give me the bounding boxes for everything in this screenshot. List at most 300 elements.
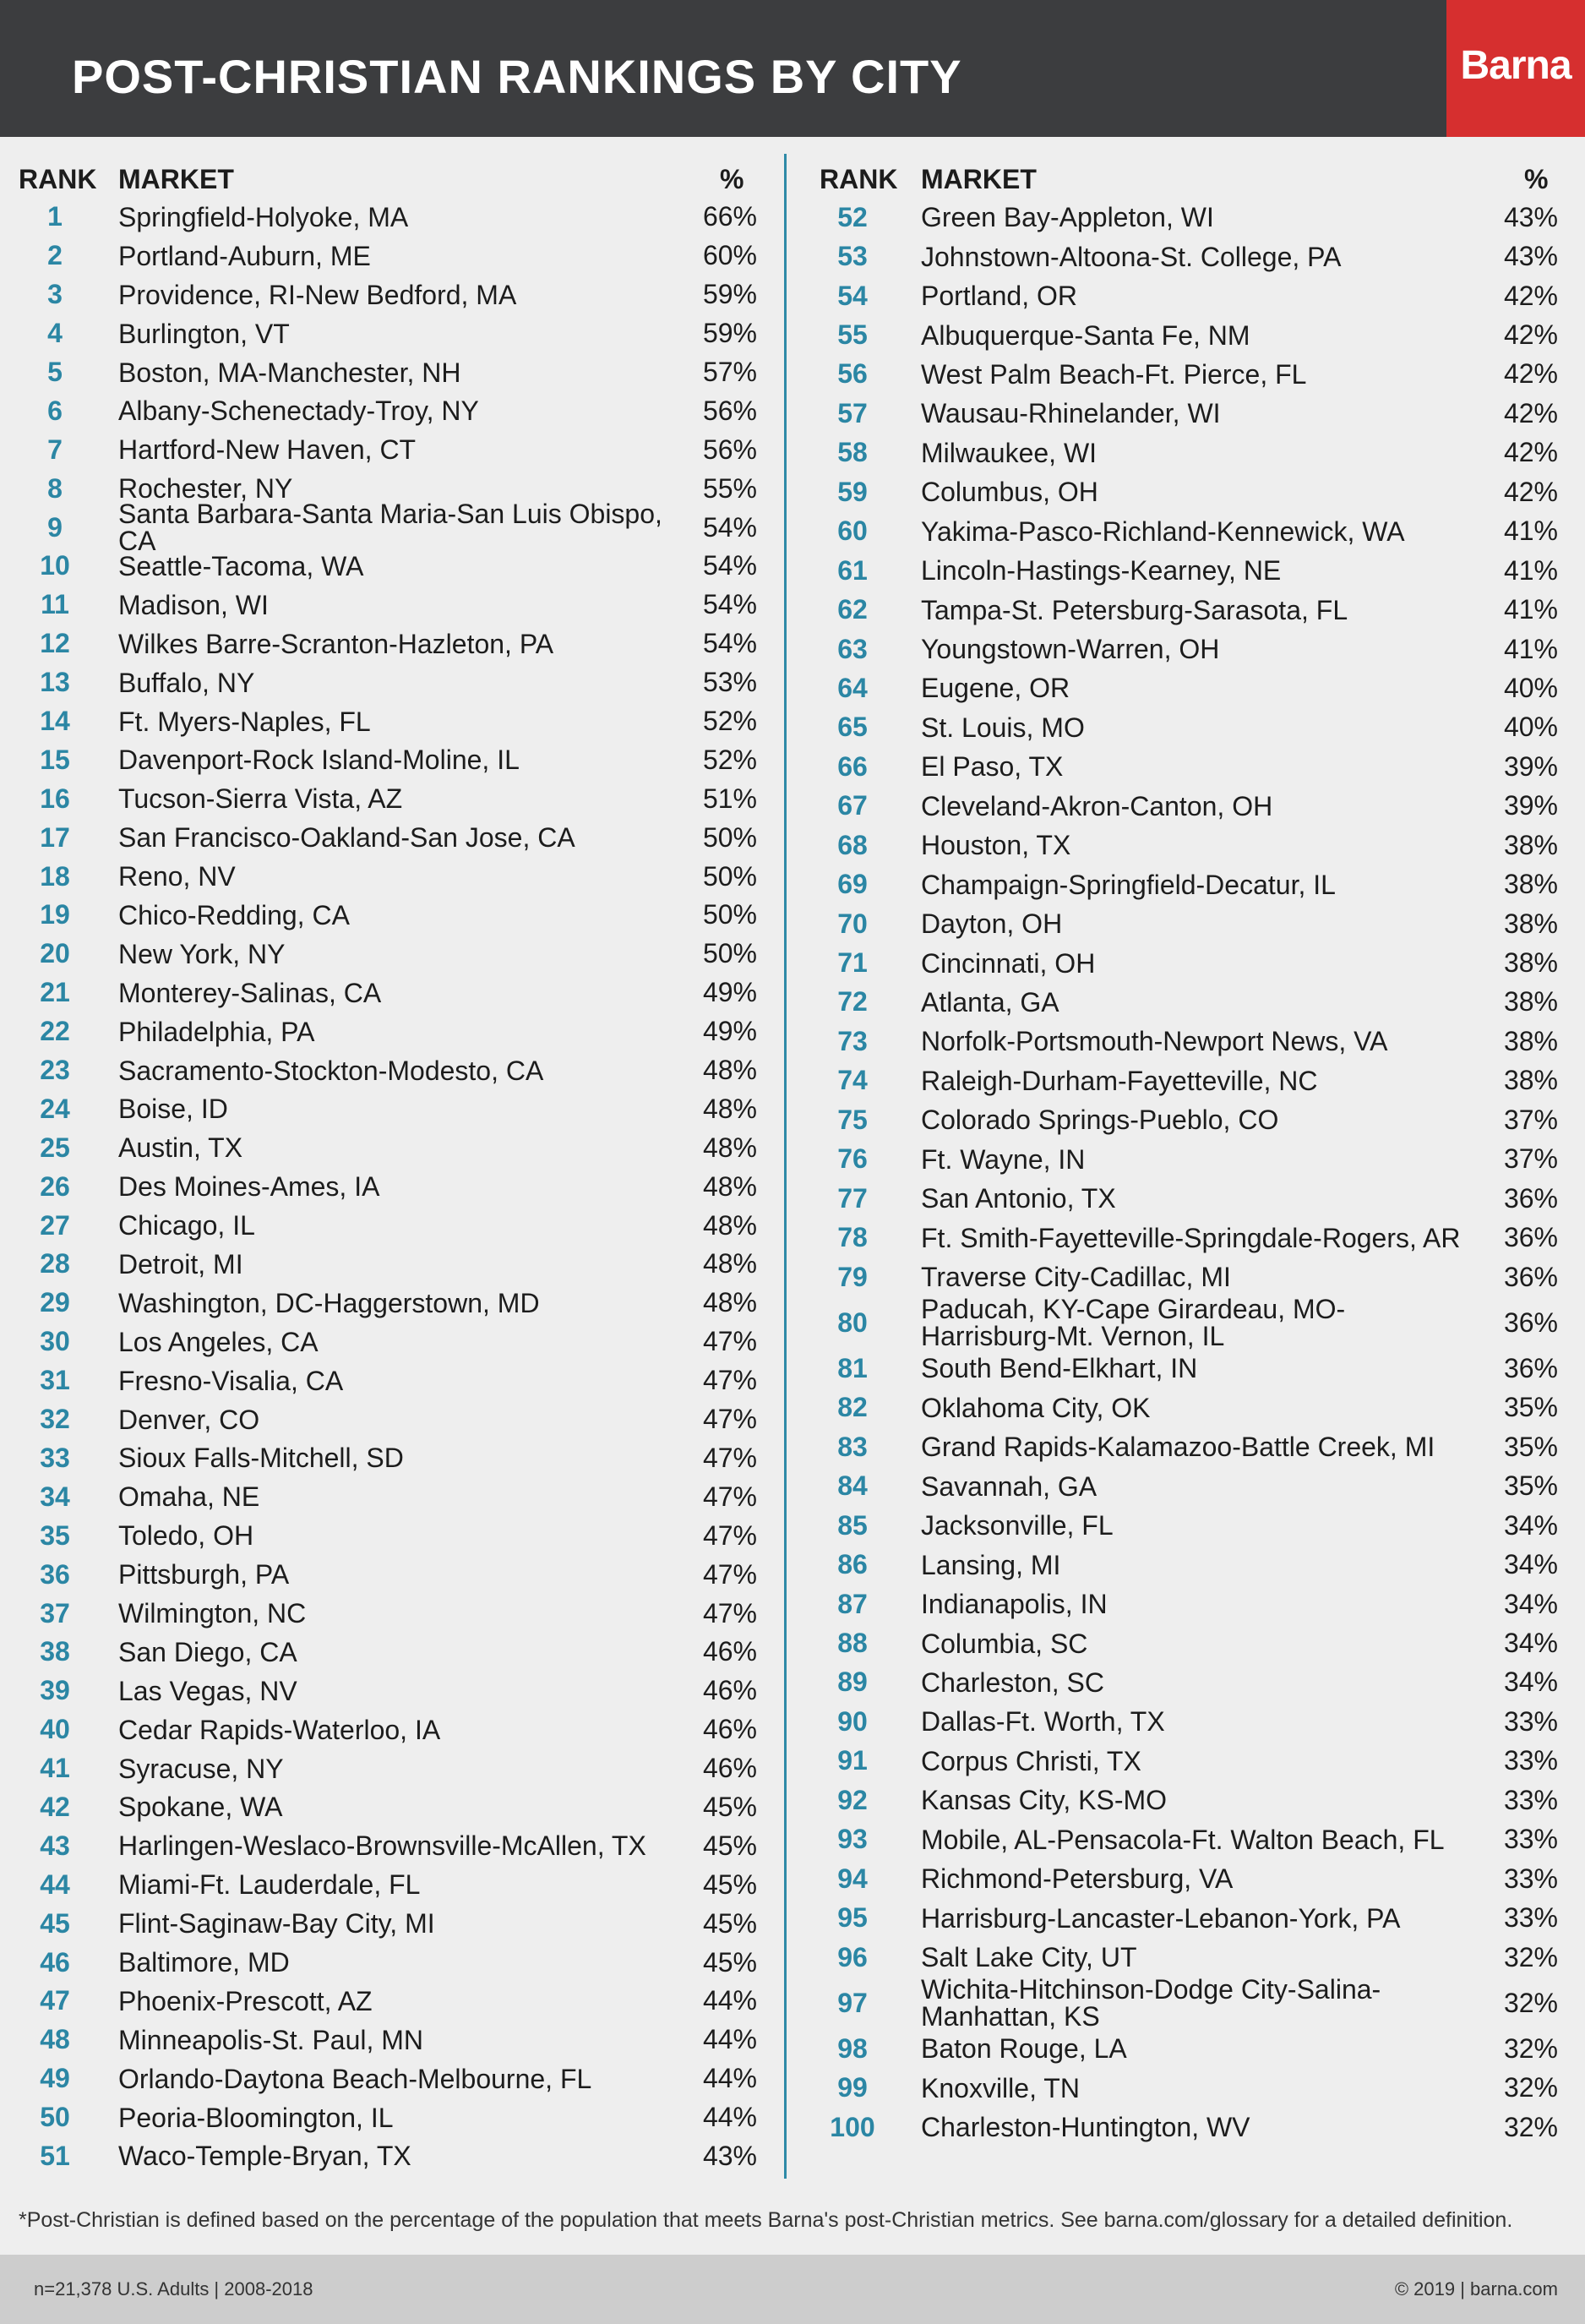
percent-cell: 34% — [1503, 1588, 1558, 1619]
percent-cell: 38% — [1503, 829, 1558, 860]
market-name: Flint-Saginaw-Bay City, MI — [118, 1908, 435, 1939]
market-name: Burlington, VT — [118, 318, 290, 349]
percent-cell: 38% — [1503, 908, 1558, 939]
market-name: Austin, TX — [118, 1132, 243, 1164]
market-cell — [921, 472, 1479, 511]
market-cell — [118, 1323, 701, 1361]
rank-cell: 35 — [40, 1519, 70, 1551]
market-name: Wilkes Barre-Scranton-Hazleton, PA — [118, 628, 554, 659]
market-cell — [118, 1361, 701, 1400]
percent-cell: 60% — [702, 240, 757, 271]
market-name: Wichita-Hitchinson-Dodge City-Salina- — [921, 1974, 1381, 2005]
market-name: Paducah, KY-Cape Girardeau, MO- — [921, 1294, 1346, 1325]
rank-cell: 86 — [837, 1549, 868, 1580]
rank-cell: 10 — [40, 550, 70, 581]
market-cell — [118, 237, 701, 275]
percent-cell: 38% — [1503, 947, 1558, 979]
table-row — [803, 1898, 1585, 1937]
market-cell — [921, 1257, 1479, 1296]
table-row — [0, 1633, 777, 1672]
rank-cell: 13 — [40, 667, 70, 698]
percent-cell: 36% — [1503, 1182, 1558, 1214]
market-cell — [921, 1820, 1479, 1859]
rank-cell: 59 — [837, 476, 868, 507]
market-cell — [921, 512, 1479, 551]
table-row — [803, 1100, 1585, 1139]
market-name: Columbia, SC — [921, 1628, 1088, 1659]
market-cell — [921, 1898, 1479, 1937]
table-row — [803, 1349, 1585, 1388]
rank-cell: 18 — [40, 860, 70, 892]
market-cell — [118, 1245, 701, 1284]
percent-cell: 35% — [1503, 1431, 1558, 1462]
market-name: Savannah, GA — [921, 1470, 1098, 1502]
market-cell — [921, 2108, 1479, 2147]
table-row — [803, 904, 1585, 943]
percent-cell: 33% — [1503, 1784, 1558, 1815]
table-row — [0, 275, 777, 314]
rank-cell: 75 — [837, 1104, 868, 1135]
rank-cell: 61 — [837, 554, 868, 586]
market-cell — [921, 315, 1479, 354]
rank-cell: 47 — [40, 1985, 70, 2016]
market-cell — [118, 935, 701, 974]
rank-cell: 50 — [40, 2102, 70, 2133]
market-name: Salt Lake City, UT — [921, 1942, 1137, 1973]
rank-cell: 54 — [837, 280, 868, 311]
percent-cell: 41% — [1503, 633, 1558, 664]
market-name: Orlando-Daytona Beach-Melbourne, FL — [118, 2063, 592, 2094]
percent-cell: 47% — [702, 1442, 757, 1473]
market-cell — [921, 237, 1479, 275]
percent-cell: 43% — [702, 2140, 757, 2171]
market-header: MARKET — [118, 164, 234, 194]
market-cell — [118, 1672, 701, 1710]
market-cell — [118, 1477, 701, 1516]
table-row — [0, 1826, 777, 1865]
market-name: Lincoln-Hastings-Kearney, NE — [921, 555, 1282, 586]
rank-cell: 52 — [837, 201, 868, 232]
market-name: Waco-Temple-Bryan, TX — [118, 2141, 411, 2172]
market-cell — [921, 1294, 1479, 1352]
table-row — [0, 314, 777, 353]
footnote: *Post-Christian is defined based on the percentage of the population that meets Barna's post-Christian metrics. See barna.com/glossary for a detailed definition. — [19, 2208, 1513, 2232]
table-row — [803, 1623, 1585, 1662]
table-row — [0, 1245, 777, 1284]
table-row — [0, 740, 777, 779]
percent-cell: 48% — [702, 1055, 757, 1086]
percent-cell: 43% — [1503, 201, 1558, 232]
market-name: Davenport-Rock Island-Moline, IL — [118, 745, 520, 776]
percent-cell: 40% — [1503, 712, 1558, 743]
rank-cell: 95 — [837, 1902, 868, 1934]
percent-cell: 48% — [702, 1248, 757, 1279]
market-name: Syracuse, NY — [118, 1753, 284, 1784]
table-row — [0, 1788, 777, 1827]
rank-cell: 16 — [40, 783, 70, 814]
market-cell — [118, 818, 701, 857]
percent-cell: 48% — [702, 1093, 757, 1124]
market-cell — [118, 1749, 701, 1788]
market-cell — [118, 740, 701, 779]
percent-cell: 48% — [702, 1287, 757, 1318]
market-cell — [921, 1022, 1479, 1061]
rank-cell: 17 — [40, 821, 70, 853]
percent-cell: 38% — [1503, 869, 1558, 900]
market-name: Baton Rouge, LA — [921, 2033, 1127, 2065]
percent-cell: 34% — [1503, 1628, 1558, 1659]
rank-header: RANK — [19, 164, 97, 194]
rank-cell: 56 — [837, 358, 868, 390]
market-name: Ft. Wayne, IN — [921, 1143, 1086, 1175]
column-header-left — [0, 159, 777, 196]
table-row — [803, 1294, 1585, 1352]
percent-cell: 32% — [1503, 2032, 1558, 2064]
rank-cell: 25 — [40, 1132, 70, 1163]
market-name: Charleston-Huntington, WV — [921, 2112, 1250, 2143]
market-name: Fresno-Visalia, CA — [118, 1365, 344, 1396]
percent-cell: 51% — [702, 783, 757, 814]
market-name: Portland-Auburn, ME — [118, 240, 371, 271]
market-name: Spokane, WA — [118, 1792, 283, 1823]
market-cell — [118, 1633, 701, 1672]
rankings-list-left — [0, 198, 777, 2175]
market-cell — [118, 974, 701, 1012]
table-row — [0, 1943, 777, 1982]
percent-cell: 38% — [1503, 1025, 1558, 1056]
market-name: Wilmington, NC — [118, 1598, 307, 1628]
percent-cell: 42% — [1503, 437, 1558, 468]
table-row — [0, 586, 777, 625]
market-cell — [118, 586, 701, 625]
market-name: Grand Rapids-Kalamazoo-Battle Creek, MI — [921, 1432, 1435, 1463]
table-row — [803, 2029, 1585, 2068]
market-cell — [118, 2059, 701, 2098]
sample-info: n=21,378 U.S. Adults | 2008-2018 — [34, 2278, 313, 2299]
table-row — [803, 355, 1585, 394]
table-row — [803, 1859, 1585, 1898]
percent-cell: 44% — [702, 1985, 757, 2016]
table-row — [803, 1974, 1585, 2032]
table-row — [0, 353, 777, 392]
rank-cell: 5 — [47, 357, 63, 387]
percent-cell: 47% — [702, 1404, 757, 1435]
market-cell — [118, 702, 701, 741]
market-name: Cedar Rapids-Waterloo, IA — [118, 1714, 441, 1745]
market-name: Providence, RI-New Bedford, MA — [118, 279, 517, 310]
market-name: Indianapolis, IN — [921, 1589, 1108, 1620]
table-row — [803, 394, 1585, 433]
market-name: Johnstown-Altoona-St. College, PA — [921, 241, 1342, 272]
rank-cell: 87 — [837, 1588, 868, 1619]
rank-cell: 74 — [837, 1065, 868, 1096]
percent-cell: 38% — [1503, 986, 1558, 1017]
table-row — [803, 198, 1585, 237]
market-name: Denver, CO — [118, 1404, 260, 1435]
market-cell — [118, 625, 701, 663]
market-cell — [118, 314, 701, 353]
rank-cell: 78 — [837, 1222, 868, 1253]
rank-cell: 43 — [40, 1830, 70, 1861]
rank-cell: 81 — [837, 1352, 868, 1383]
table-row — [0, 974, 777, 1012]
percent-cell: 54% — [702, 628, 757, 659]
market-name: Youngstown-Warren, OH — [921, 634, 1220, 665]
rank-cell: 97 — [837, 1987, 868, 2018]
table-row — [0, 818, 777, 857]
market-name: Tampa-St. Petersburg-Sarasota, FL — [921, 594, 1348, 625]
rank-cell: 21 — [40, 977, 70, 1008]
market-name: Charleston, SC — [921, 1667, 1104, 1698]
table-row — [803, 1257, 1585, 1296]
copyright-link[interactable]: © 2019 | barna.com — [1394, 2278, 1558, 2299]
percent-cell: 45% — [702, 1946, 757, 1978]
market-name: Raleigh-Durham-Fayetteville, NC — [921, 1065, 1318, 1096]
rank-cell: 94 — [837, 1863, 868, 1894]
percent-cell: 48% — [702, 1170, 757, 1202]
rank-cell: 19 — [40, 899, 70, 930]
market-name: Atlanta, GA — [921, 986, 1059, 1017]
market-cell — [118, 663, 701, 702]
rank-cell: 24 — [40, 1093, 70, 1124]
market-cell — [118, 857, 701, 896]
rank-cell: 79 — [837, 1261, 868, 1292]
market-cell — [118, 1943, 701, 1982]
market-cell — [921, 708, 1479, 747]
table-row — [803, 1702, 1585, 1741]
market-name: Madison, WI — [118, 589, 269, 620]
percent-cell: 48% — [702, 1209, 757, 1241]
percent-header: % — [720, 164, 744, 194]
market-name: Harlingen-Weslaco-Brownsville-McAllen, TX — [118, 1830, 646, 1862]
market-name: Baltimore, MD — [118, 1947, 290, 1978]
market-cell — [921, 1585, 1479, 1623]
rank-cell: 32 — [40, 1404, 70, 1435]
percent-cell: 54% — [702, 550, 757, 581]
rank-header: RANK — [820, 164, 898, 194]
market-cell — [118, 1439, 701, 1478]
rank-cell: 84 — [837, 1470, 868, 1502]
table-row — [0, 1555, 777, 1594]
table-row — [0, 935, 777, 974]
percent-cell: 39% — [1503, 790, 1558, 821]
footer-bar — [0, 2255, 1585, 2324]
market-cell — [118, 1516, 701, 1555]
rank-cell: 98 — [837, 2032, 868, 2064]
percent-cell: 59% — [702, 279, 757, 310]
table-row — [803, 1506, 1585, 1545]
market-name: Des Moines-Ames, IA — [118, 1171, 380, 1203]
market-name: Champaign-Springfield-Decatur, IL — [921, 869, 1336, 900]
table-row — [803, 237, 1585, 275]
barna-logo[interactable]: Barna — [1446, 0, 1585, 137]
rank-cell: 88 — [837, 1628, 868, 1659]
market-cell — [921, 1100, 1479, 1139]
percent-cell: 50% — [702, 899, 757, 930]
market-name: Albuquerque-Santa Fe, NM — [921, 319, 1250, 351]
rank-cell: 31 — [40, 1365, 70, 1396]
market-cell — [118, 198, 701, 237]
percent-cell: 38% — [1503, 1065, 1558, 1096]
market-cell — [921, 1140, 1479, 1179]
market-header: MARKET — [921, 164, 1037, 194]
percent-cell: 46% — [702, 1636, 757, 1667]
table-row — [803, 668, 1585, 707]
market-name: Peoria-Bloomington, IL — [118, 2102, 394, 2133]
market-name: Miami-Ft. Lauderdale, FL — [118, 1869, 421, 1901]
market-cell — [921, 943, 1479, 982]
rank-cell: 62 — [837, 594, 868, 625]
rank-cell: 39 — [40, 1675, 70, 1706]
rank-cell: 14 — [40, 706, 70, 737]
table-row — [803, 590, 1585, 629]
market-name: Seattle-Tacoma, WA — [118, 550, 364, 581]
market-cell — [118, 499, 701, 557]
percent-cell: 47% — [702, 1365, 757, 1396]
market-name: Cincinnati, OH — [921, 947, 1096, 979]
rank-cell: 76 — [837, 1143, 868, 1175]
percent-cell: 33% — [1503, 1705, 1558, 1737]
market-name: Ft. Smith-Fayetteville-Springdale-Rogers, AR — [921, 1222, 1461, 1253]
percent-cell: 49% — [702, 977, 757, 1008]
percent-cell: 44% — [702, 2024, 757, 2055]
market-cell — [921, 590, 1479, 629]
rank-cell: 38 — [40, 1636, 70, 1667]
rank-cell: 34 — [40, 1481, 70, 1512]
table-row — [0, 2059, 777, 2098]
table-row — [0, 198, 777, 237]
market-name: Reno, NV — [118, 861, 236, 892]
market-name: Sioux Falls-Mitchell, SD — [118, 1443, 404, 1474]
column-divider — [784, 154, 787, 2179]
rank-cell: 66 — [837, 750, 868, 782]
rank-cell: 83 — [837, 1431, 868, 1462]
market-cell — [921, 904, 1479, 943]
table-row — [803, 551, 1585, 590]
market-cell — [921, 198, 1479, 237]
market-cell — [118, 353, 701, 392]
table-row — [803, 747, 1585, 786]
table-row — [0, 1865, 777, 1904]
rank-cell: 96 — [837, 1941, 868, 1972]
rank-cell: 67 — [837, 790, 868, 821]
market-name: Traverse City-Cadillac, MI — [921, 1262, 1231, 1293]
market-cell — [921, 1938, 1479, 1977]
market-cell — [921, 1859, 1479, 1898]
percent-cell: 36% — [1503, 1261, 1558, 1292]
rank-cell: 100 — [830, 2111, 875, 2142]
market-name: Houston, TX — [921, 830, 1071, 861]
market-cell — [118, 1089, 701, 1128]
market-cell — [118, 1594, 701, 1633]
market-name: Rochester, NY — [118, 473, 293, 505]
market-cell — [921, 865, 1479, 903]
rank-cell: 58 — [837, 437, 868, 468]
market-name: San Diego, CA — [118, 1636, 297, 1667]
rank-cell: 27 — [40, 1209, 70, 1241]
market-name: Portland, OR — [921, 281, 1077, 312]
table-row — [803, 434, 1585, 472]
percent-cell: 49% — [702, 1016, 757, 1047]
rank-cell: 46 — [40, 1946, 70, 1978]
rank-cell: 63 — [837, 633, 868, 664]
table-row — [803, 1427, 1585, 1466]
table-row — [0, 1904, 777, 1943]
rank-cell: 89 — [837, 1667, 868, 1698]
percent-cell: 36% — [1503, 1222, 1558, 1253]
rank-cell: 80 — [837, 1307, 868, 1338]
market-name: Green Bay-Appleton, WI — [921, 202, 1214, 233]
percent-cell: 36% — [1503, 1352, 1558, 1383]
rank-cell: 55 — [837, 319, 868, 351]
table-row — [803, 1140, 1585, 1179]
market-cell — [921, 1179, 1479, 1218]
market-name: San Antonio, TX — [921, 1183, 1116, 1214]
table-row — [803, 1663, 1585, 1702]
table-row — [0, 391, 777, 430]
market-name: Knoxville, TN — [921, 2072, 1080, 2103]
rank-cell: 91 — [837, 1745, 868, 1776]
table-row — [0, 1089, 777, 1128]
market-name: Pittsburgh, PA — [118, 1559, 290, 1590]
table-row — [803, 1742, 1585, 1781]
rank-cell: 82 — [837, 1392, 868, 1423]
table-row — [803, 315, 1585, 354]
column-header-right — [803, 159, 1585, 196]
market-name: Mobile, AL-Pensacola-Ft. Walton Beach, FL — [921, 1824, 1445, 1855]
market-cell — [921, 1218, 1479, 1257]
market-cell — [921, 630, 1479, 668]
table-row — [0, 1206, 777, 1245]
table-row — [0, 702, 777, 741]
rank-cell: 90 — [837, 1705, 868, 1737]
percent-cell: 66% — [702, 201, 757, 232]
table-row — [803, 630, 1585, 668]
table-row — [803, 1820, 1585, 1859]
percent-cell: 50% — [702, 860, 757, 892]
table-row — [0, 1439, 777, 1478]
market-cell — [921, 434, 1479, 472]
market-cell — [921, 1974, 1479, 2032]
percent-cell: 36% — [1503, 1307, 1558, 1338]
market-cell — [118, 1128, 701, 1167]
rank-cell: 93 — [837, 1824, 868, 1855]
market-name: Santa Barbara-Santa Maria-San Luis Obispo, CA — [118, 499, 662, 557]
market-cell — [921, 1061, 1479, 1100]
rank-cell: 28 — [40, 1248, 70, 1279]
market-cell — [921, 983, 1479, 1022]
market-name: Springfield-Holyoke, MA — [118, 201, 409, 232]
rank-cell: 48 — [40, 2024, 70, 2055]
percent-cell: 45% — [702, 1868, 757, 1900]
market-name: Lansing, MI — [921, 1549, 1061, 1580]
rank-cell: 41 — [40, 1753, 70, 1784]
table-row — [803, 865, 1585, 903]
table-row — [0, 1516, 777, 1555]
market-cell — [118, 1284, 701, 1323]
page-title: POST-CHRISTIAN RANKINGS BY CITY — [72, 50, 962, 103]
market-cell — [921, 2029, 1479, 2068]
market-name: St. Louis, MO — [921, 712, 1085, 743]
rank-cell: 92 — [837, 1784, 868, 1815]
market-name: Detroit, MI — [118, 1248, 243, 1279]
table-row — [0, 1982, 777, 2021]
market-name: Cleveland-Akron-Canton, OH — [921, 790, 1273, 821]
market-name: Norfolk-Portsmouth-Newport News, VA — [921, 1026, 1388, 1057]
table-row — [0, 237, 777, 275]
percent-cell: 48% — [702, 1132, 757, 1163]
rank-cell: 2 — [47, 240, 63, 271]
